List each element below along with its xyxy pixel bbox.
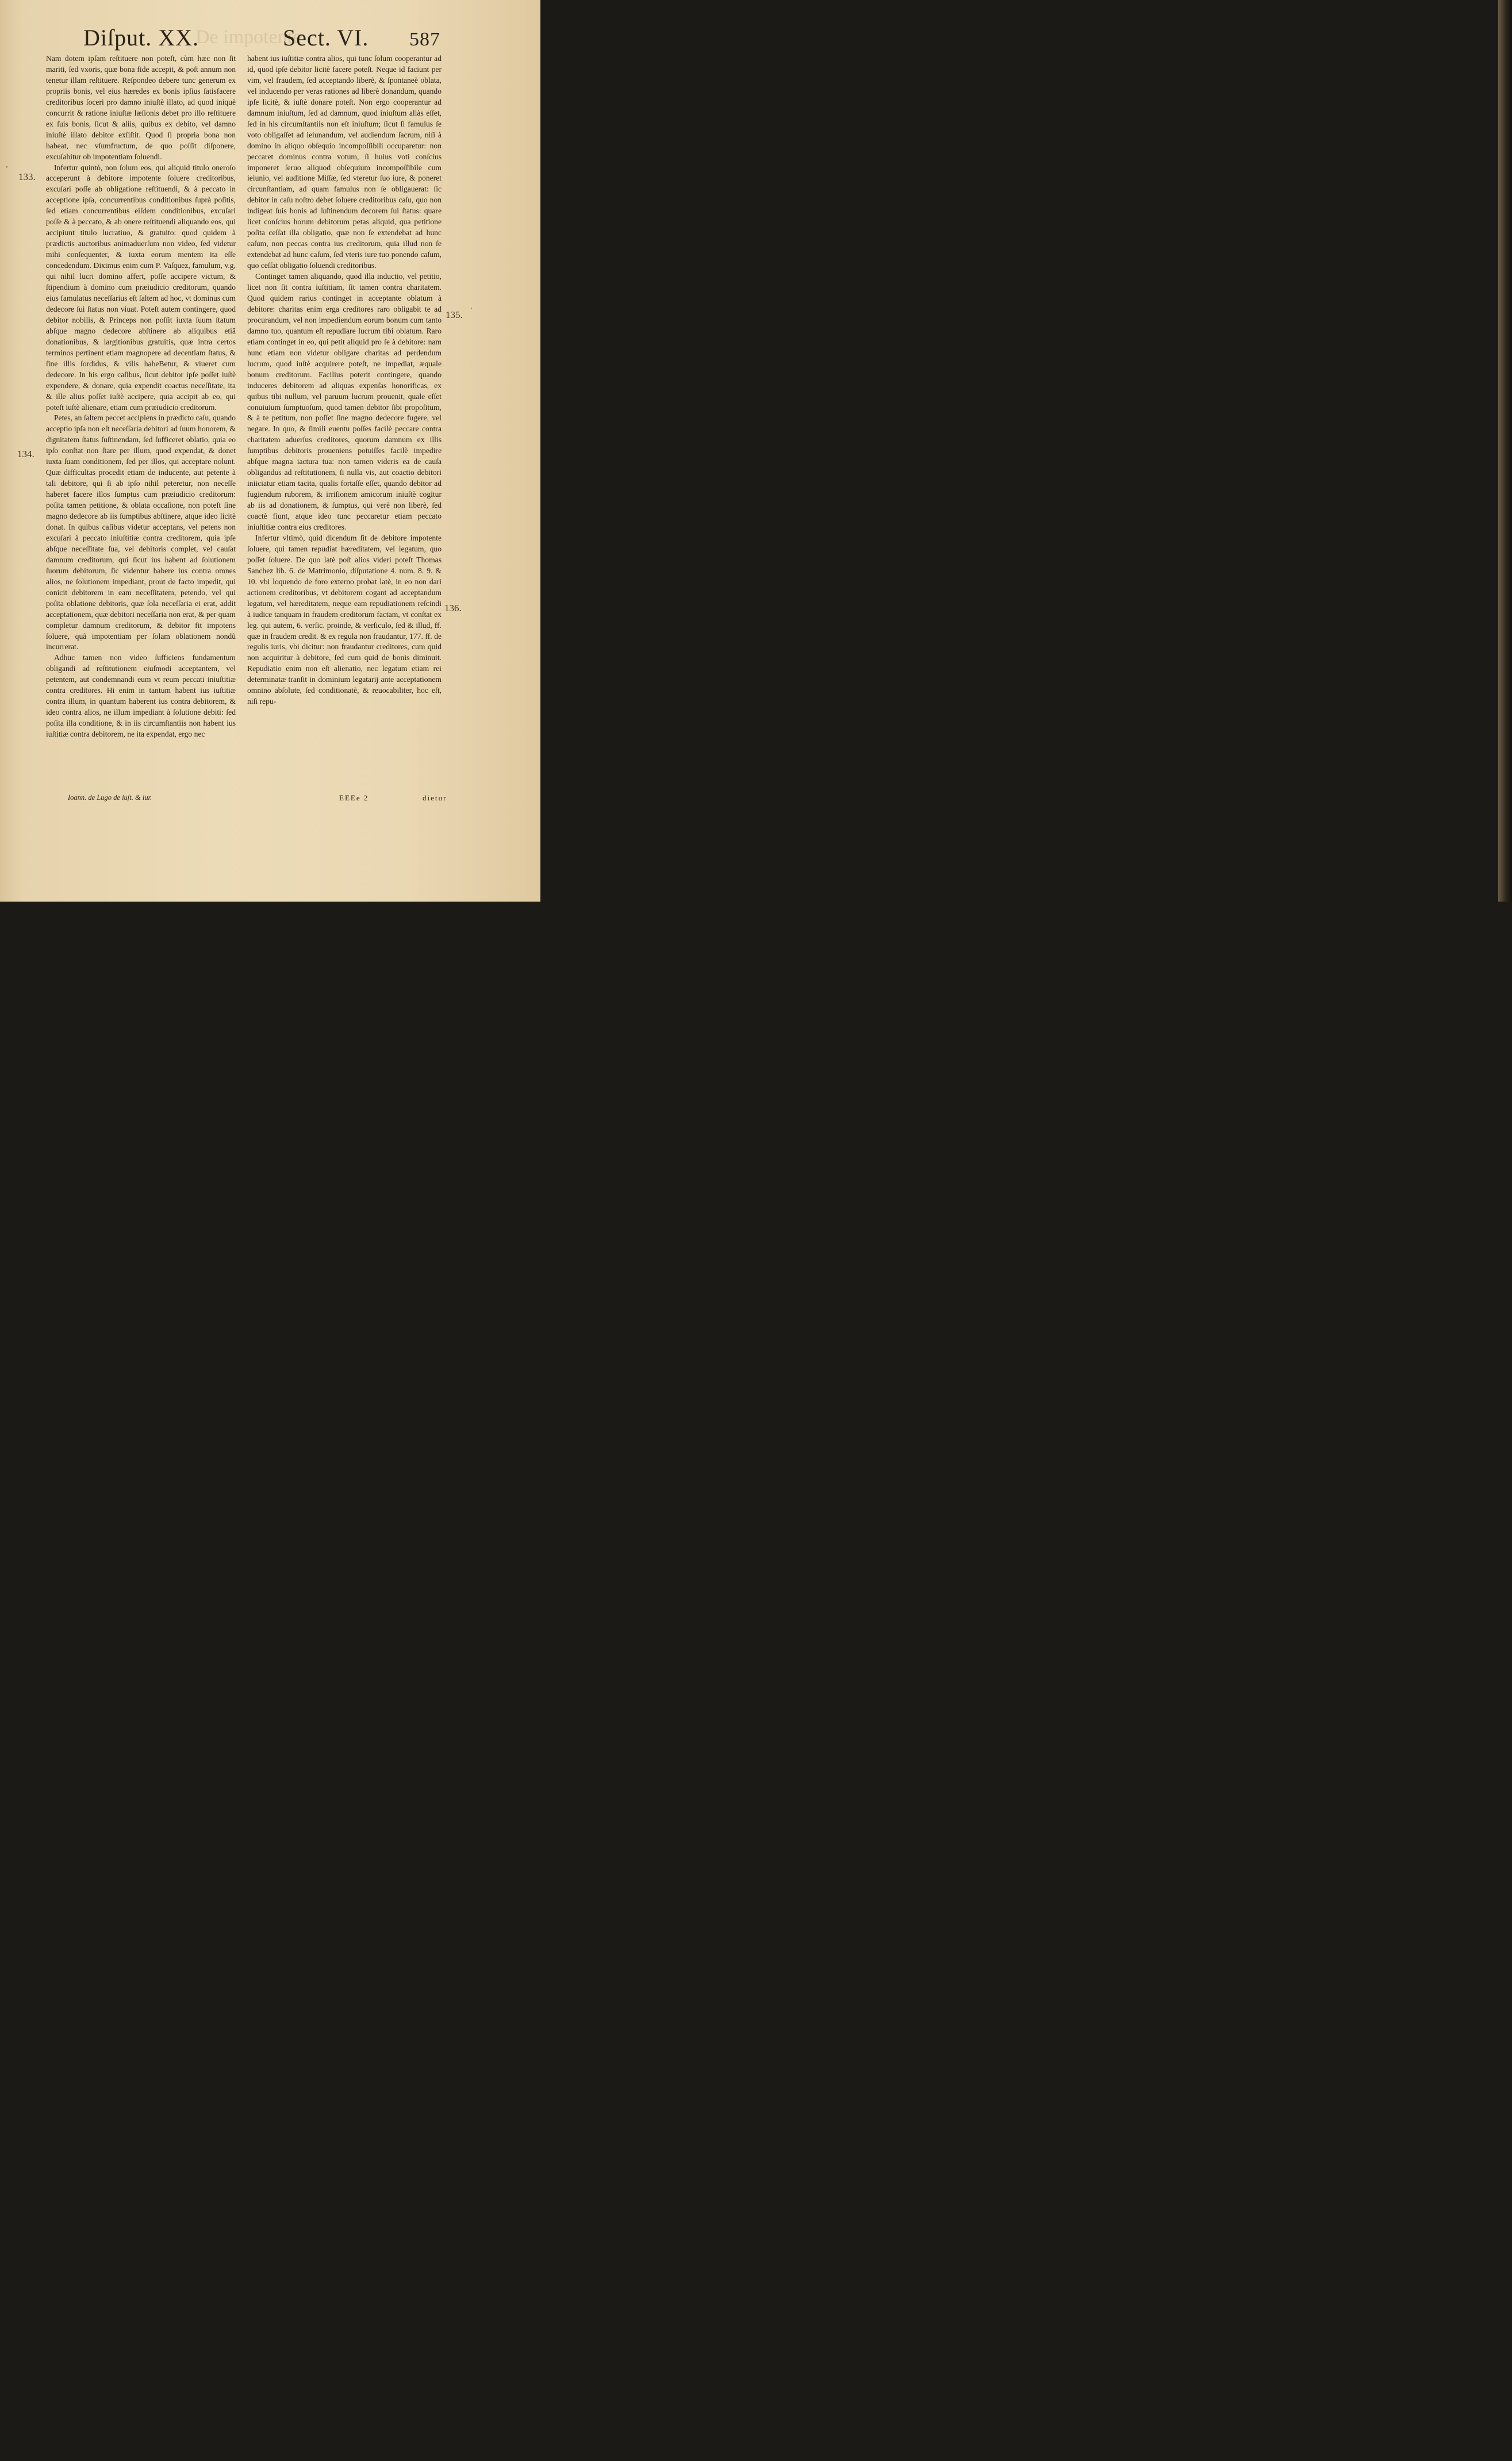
signature-line: Ioann. de Lugo de iuſt. & iur. (68, 793, 152, 802)
margin-mark: ʼ (470, 306, 473, 314)
bleed-through-ghost-text: De impotente (195, 26, 302, 48)
paragraph: Infertur quintò, non ſolum eos, qui aliquid titulo oneroſo acceperunt à debitore impotente ſoluere creditoribus, excuſari poſſe ab obligatione reſtituendi, & à peccato in acceptione ipſa, concurrentibus conditionibus ſuprà poſitis, ſed etiam concurrentibus eiſdem conditionibus, excuſari poſſe & à peccato, & ab onere reſtituendi aliquando eos, qui accipiunt titulo lucratiuo, & gratuito: quod quidem à prædictis auctoribus animaduerſum non video, ſed videtur mihi conſequenter, & iuxta eorum mentem ita eſſe concedendum. Diximus enim cum P. Vaſquez, famulum, v.g, qui nihil lucri domino affert, poſſe accipere victum, & ſtipendium à domino cum præiudicio creditorum, quando eius famulatus neceſſarius eſt ſaltem ad hoc, vt dominus cum dedecore ſui ſtatus non viuat. Poteſt autem contingere, quod debitor nobilis, & Princeps non poſſit iuxta ſuum ſtatum abſque magno dedecore abſtinere ab aliquibus etiã donationibus, & largitionibus gratuitis, quæ intra certos terminos pertinent etiam magnopere ad decentiam ſtatus, & ſine illis ſordidus, & vilis habeBetur, & viueret cum dedecore. In his ergo caſibus, ſicut debitor ipſe poſſet iuſtè expendere, & donare, quia expendit coactus neceſſitate, ita & ille alius poſſet iuſtè accipere, quia accipit ab eo, qui poteſt iuſtè alienare, etiam cum præiudicio creditorum. (46, 163, 236, 412)
page-number: 587 (409, 29, 440, 50)
margin-number-135: 135. (446, 309, 463, 320)
paragraph: Infertur vltimò, quid dicendum ſit de debitore impotente ſoluere, qui tamen repudiat hæreditatem, vel legatum, quo poſſet ſoluere. De quo latè poſt alios videri poteſt Thomas Sanchez lib. 6. de Matrimonio, diſputatione 4. num. 8. 9. & 10. vbi loquendo de foro externo probat latè, in eo non dari actionem creditoribus, vt debitorem cogant ad acceptandum legatum, vel hæreditatem, neque eam repudiationem reſcindi à iudice tanquam in fraudem creditorum factam, vt conſtat ex leg. qui autem, 6. verſic. proinde, & verſiculo, ſed & illud, ff. quæ in fraudem credit. & ex regula non fraudantur, 177. ff. de regulis iuris, vbi dicitur: non fraudantur creditores, cum quid non acquiritur à debitore, ſed cum quid de bonis diminuit. Repudiatio enim non eſt alienatio, nec legatum etiam rei determinatæ tranſit in dominium legatarij ante acceptationem omnino abſolute, ſed conditionatè, & reuocabiliter, hoc eſt, niſi repu- (247, 533, 442, 706)
book-edge-shadow (1498, 0, 1512, 902)
paragraph: Adhuc tamen non video ſufficiens fundamentum obligandi ad reſtitutionem eiuſmodi acceptantem, vel petentem, aut condemnandi eum vt reum peccati iniuſtitiæ contra creditores. Hi enim in tantum habent ius iuſtitiæ contra illum, in quantum haberent ius contra debitorem, & ideo contra alios, ne illum impediant à ſolutione debiti: ſed poſita illa conditione, & in iis circumſtantiis non habent ius iuſtitiæ contra debitorem, ne ita expendat, ergo nec (46, 653, 236, 739)
margin-number-134: 134. (17, 448, 34, 459)
right-column (247, 53, 442, 707)
catchword: dietur (423, 793, 447, 802)
running-head-left: Diſput. XX. (83, 25, 199, 51)
paragraph: Nam dotem ipſam reſtituere non poteſt, cùm hæc non ſit mariti, ſed vxoris, quæ bona fide accepit, & poſt annum non tenetur illam reſtituere. Reſpondeo debere tunc generum ex propriis bonis, vel eius hæredes ex bonis ipſius ſatisfacere creditoribus ſoceri pro damno iniuſtè illato, ad quod iniquè concurrit & ratione iniuſtæ læſionis debet pro illo reſtituere ex ſuis bonis, ſicut & aliis, quibus ex debito, vel damno iniuſtè illato debitor exſiſtit. Quod ſi propria bona non habeat, nec vſumfructum, de quo poſſit diſponere, excuſabitur ob impotentiam ſoluendi. (46, 54, 236, 161)
paragraph: Continget tamen aliquando, quod illa inductio, vel petitio, licet non ſit contra iuſtitiam, ſit tamen contra charitatem. Quod quidem rarius continget in acceptante oblatum à debitore: charitas enim erga creditores raro obligabit te ad procurandum, vel non impediendum eorum bonum cum tanto damno tuo, quantum eſt repudiare lucrum tibi oblatum. Raro etiam continget in eo, qui petit aliquid pro ſe à debitore: nam hunc etiam non videtur obligare charitas ad perdendum lucrum, quod iuſtè acquirere poteſt, ne impediat, æquale bonum creditorum. Facilius poterit contingere, quando induceres debitorem ad aliquas expenſas honorificas, ex quibus tibi nullum, vel paruum lucrum prouenit, quale eſſet conuiuium ſumptuoſum, quod tamen debitor ſibi propoſitum, & à te petitum, non poſſet ſine magno dedecore fugere, vel negare. In quo, & ſimili euentu poſſes facilè peccare contra charitatem aduerſus creditores, quorum damnum ex illis ſumptibus debitoris proueniens potuiſſes facilè impedire abſque magna iactura tua: non tamen videris ea de cauſa obligandus ad reſtitutionem, ſi nulla vis, aut coactio debitori iniiciatur etiam tacita, qualis fortaſſe eſſet, quando debitor ad fugiendum ruborem, & irriſionem amicorum iniuſtè cogitur ab iis ad donationem, & ſumptus, qui verè non liberè, ſed coactè fiunt, atque ideo tunc peccaretur etiam peccato iniuſtitiæ contra eius creditores. (247, 272, 442, 531)
left-column (46, 53, 236, 740)
paragraph: Petes, an ſaltem peccet accipiens in prædicto caſu, quando acceptio ipſa non eſt neceſſaria debitori ad ſuum honorem, & dignitatem ſtatus ſuſtinendam, ſed ſufficeret oblatio, quia eo ipſo conſtat non ſtare per illum, quod expendat, & donet iuxta ſuam conditionem, ſed per illos, qui acceptare nolunt. Quæ difficultas procedit etiam de inducente, aut petente à tali debitore, qui ſi ab ipſo nihil peteretur, non neceſſe haberet facere illos ſumptus cum præiudicio creditorum: poſita tamen petitione, & oblata occaſione, non poteſt ſine magno dedecore ab iis ſumptibus abſtinere, atque ideo licitè donat. In quibus caſibus videtur acceptans, vel petens non excuſari à peccato iniuſtitiæ contra creditorem, quia ipſe abſque neceſſitate ſua, vel debitoris complet, vel cauſat damnum creditorum, qui ſicut ius habent ad ſolutionem ſuorum debitorum, ſic videntur habere ius contra omnes alios, ne ſolutionem impediant, prout de facto impedit, qui conicit debitorem in eam neceſſitatem, petendo, vel qui poſita oblatione debitoris, quæ ſola neceſſaria ei erat, addit acceptationem, quæ debitori neceſſaria non erat, & per quam completur damnum creditorum, & debitor fit impotens ſoluere, quã impotentiam per ſolam oblationem nondũ incurrerat. (46, 413, 236, 651)
margin-mark: ʼ (6, 164, 8, 172)
paragraph: habent ius iuſtitiæ contra alios, qui tunc ſolum cooperantur ad id, quod ipſe debitor licitè facere poteſt. Neque id faciunt per vim, vel fraudem, ſed acceptando liberè, & ſpontaneè oblata, vel inducendo per veras rationes ad liberè donandum, quando ipſe licitè, & iuſtè donare poteſt. Non ergo cooperantur ad damnum iniuſtum, ſed ad damnum, quod iniuſtum aliàs eſſet, ſed in his circumſtantiis non eſt iniuſtum; ſicut ſi famulus ſe voto obligaſſet ad ieiunandum, vel audiendum ſacrum, niſi à domino in aliquo obſequio incompoſſibili occuparetur: non peccaret dominus contra votum, ſi huius voti conſcius imponeret ſeruo aliquod obſequium incompoſſibile cum ieiunio, vel auditione Miſſæ, ſed vteretur ſuo iure, & poneret circunſtantiam, ad quam famulus non ſe obligauerat: ſic debitor in caſu noſtro debet ſoluere creditoribus caſu, quo non indigeat ſuis bonis ad ſuſtinendum decorem ſui ſtatus: quare licet conſcius horum debitorum petas aliquid, qua petitione poſita ceſſat illa obligatio, quæ non ſe extendebat ad hunc caſum, non peccas contra ius creditorum, quia illud non ſe extendebat ad hunc caſum, ſed vteris iure tuo ponendo caſum, quo ceſſat obligatio ſoluendi creditoribus. (247, 54, 442, 270)
book-page (0, 0, 540, 902)
signature-mark: EEEe 2 (339, 793, 369, 802)
margin-number-133: 133. (18, 171, 36, 182)
running-head-right: Sect. VI. (283, 25, 369, 51)
margin-number-136: 136. (444, 603, 462, 614)
